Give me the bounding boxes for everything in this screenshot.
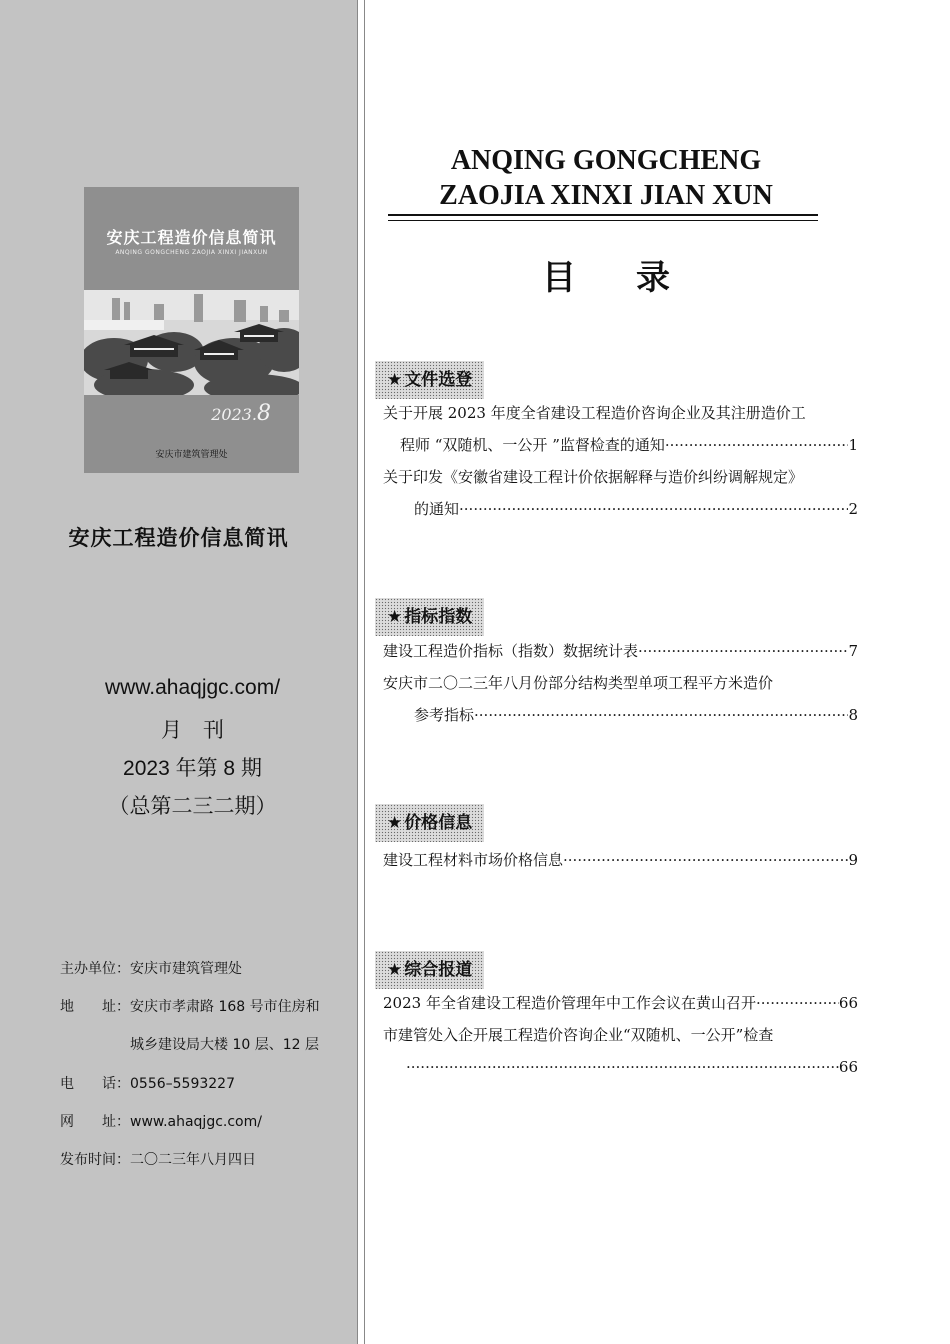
info-address: 地 址：安庆市孝肃路 168 号市住房和 <box>60 999 320 1015</box>
toc-entry-line[interactable]: 参考指标 ····· 8 <box>414 704 858 726</box>
cover-city-photo <box>84 290 299 395</box>
sidebar-publication-title: 安庆工程造价信息简讯 <box>68 526 289 550</box>
sidebar-divider <box>357 0 365 1344</box>
sidebar-issue: 2023 年第 8 期 <box>123 757 262 780</box>
english-title-line2: ZAOJIA XINXI JIAN XUN <box>439 180 773 211</box>
star-icon: ★ <box>387 607 403 627</box>
section-header-indicators: ★ 指标指数 <box>375 598 484 636</box>
toc-entry-line[interactable]: 建设工程材料市场价格信息 ····· 9 <box>383 849 858 871</box>
star-icon: ★ <box>387 813 403 833</box>
info-sponsor: 主办单位：安庆市建筑管理处 <box>60 961 242 977</box>
cover-title: 安庆工程造价信息简讯 <box>106 228 277 247</box>
toc-entry-line[interactable]: 2023 年全省建设工程造价管理年中工作会议在黄山召开 ····· 66 <box>383 992 858 1014</box>
toc-entry-line[interactable]: 安庆市二〇二三年八月份部分结构类型单项工程平方米造价 <box>383 674 774 692</box>
star-icon: ★ <box>387 960 403 980</box>
english-title-line1: ANQING GONGCHENG <box>450 145 762 176</box>
cover-subtitle: ANQING GONGCHENG ZAOJIA XINXI JIANXUN <box>115 249 268 256</box>
sidebar-website: www.ahaqjgc.com/ <box>104 676 281 699</box>
toc-heading: 目录 <box>542 258 730 298</box>
section-header-prices: ★ 价格信息 <box>375 804 484 842</box>
toc-entry-line[interactable]: 关于印发《安徽省建设工程计价依据解释与造价纠纷调解规定》 <box>383 468 804 486</box>
info-publish-date: 发布时间：二〇二三年八月四日 <box>60 1152 256 1168</box>
toc-entry-line[interactable]: 建设工程造价指标（指数）数据统计表 ····· 7 <box>383 640 858 662</box>
star-icon: ★ <box>387 370 403 390</box>
toc-entry-line[interactable]: ····· 66 <box>406 1056 858 1078</box>
cover-thumbnail <box>84 187 299 473</box>
info-address-cont: 城乡建设局大楼 10 层、12 层 <box>130 1037 319 1053</box>
info-website: 网 址：www.ahaqjgc.com/ <box>60 1114 262 1130</box>
cover-issue-number: 2023.8 <box>211 401 271 426</box>
toc-entry-line[interactable]: 程师 “双随机、一公开 ”监督检查的通知 ····· 1 <box>400 434 858 456</box>
section-header-documents: ★ 文件选登 <box>375 361 484 399</box>
title-double-rule <box>388 214 818 221</box>
sidebar-frequency: 月 刊 <box>161 719 224 742</box>
toc-entry-line[interactable]: 关于开展 2023 年度全省建设工程造价咨询企业及其注册造价工 <box>383 404 806 422</box>
sidebar-total-issue: （总第二三二期） <box>108 795 277 818</box>
section-header-reports: ★ 综合报道 <box>375 951 484 989</box>
toc-entry-line[interactable]: 的通知 ····· 2 <box>414 498 858 520</box>
toc-entry-line[interactable]: 市建管处入企开展工程造价咨询企业“双随机、一公开”检查 <box>383 1026 774 1044</box>
info-phone: 电 话：0556–5593227 <box>60 1076 235 1092</box>
cover-organization: 安庆市建筑管理处 <box>155 450 228 460</box>
